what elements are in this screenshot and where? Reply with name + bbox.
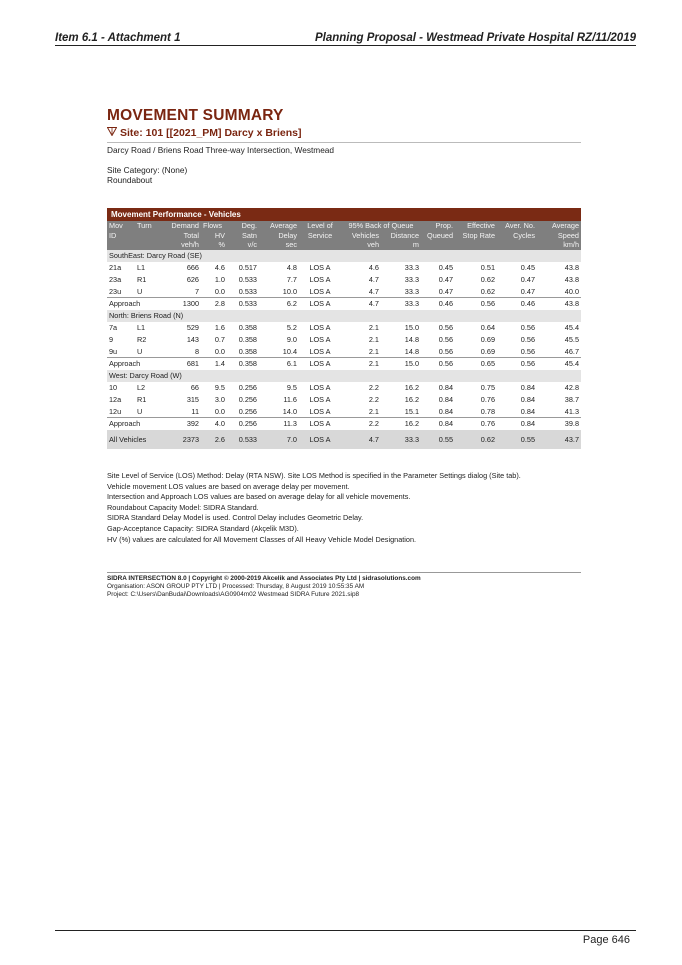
table-cell: 0.56 [438, 323, 453, 332]
header-cell [497, 240, 537, 250]
table-cell: 43.8 [564, 263, 579, 272]
table-cell: 392 [159, 418, 201, 430]
table-cell: 12a [109, 395, 122, 404]
section-header-row [107, 370, 581, 382]
header-cell: Queued [427, 230, 453, 240]
table-row [107, 334, 581, 346]
table-cell: 0.533 [238, 275, 257, 284]
note-line: SIDRA Standard Delay Model is used. Control Delay includes Geometric Delay. [107, 513, 364, 523]
table-cell: 4.7 [368, 275, 379, 284]
header-cell: Average [269, 221, 297, 230]
table-cell: LOS A [309, 335, 331, 344]
table-cell: 0.358 [238, 323, 257, 332]
section-header-row [107, 310, 581, 322]
header-cell: v/c [247, 240, 257, 249]
table-cell: 0.84 [497, 418, 537, 430]
header-cell [299, 240, 341, 250]
table-row [107, 322, 581, 334]
table-row [107, 346, 581, 358]
table-cell: 0.56 [520, 335, 535, 344]
table-cell: 16.2 [404, 395, 419, 404]
site-triangle-icon [107, 127, 120, 139]
table-cell: 0.256 [238, 406, 257, 416]
table-cell: 0.47 [520, 286, 535, 296]
table-cell: LOS A [309, 323, 331, 332]
table-cell: 7 [194, 286, 199, 296]
table-cell: 0.62 [480, 275, 495, 284]
table-cell: 41.3 [564, 406, 579, 416]
header-attachment-label: Item 6.1 - Attachment 1 [55, 32, 181, 44]
table-cell: 0.256 [238, 395, 257, 404]
header-cell: Satn [241, 230, 257, 240]
table-cell: 4.6 [214, 263, 225, 272]
table-cell: 0.256 [238, 383, 257, 392]
header-cell: Turn [137, 221, 152, 230]
table-cell: R1 [137, 275, 147, 284]
table-cell: 2.1 [368, 346, 379, 356]
table-cell: 0.56 [438, 346, 453, 356]
table-cell: 0.45 [520, 263, 535, 272]
table-cell: 0.56 [421, 358, 455, 370]
footer-organisation: Organisation: ASON GROUP PTY LTD | Processed: Thursday, 8 August 2019 10:55:35 AM [107, 583, 365, 590]
table-cell: LOS A [309, 395, 331, 404]
table-row [107, 406, 581, 418]
table-header-row [107, 240, 581, 250]
header-cell: Aver. No. [505, 221, 535, 230]
table-cell: 9.5 [286, 383, 297, 392]
header-cell: % [218, 240, 225, 249]
table-row [107, 394, 581, 406]
table-cell: LOS A [299, 358, 341, 370]
page-number: Page 646 [582, 934, 630, 946]
table-cell: 0.46 [497, 298, 537, 310]
table-cell: 0.56 [520, 323, 535, 332]
table-cell: 0.62 [480, 286, 495, 296]
table-cell: 2.1 [368, 323, 379, 332]
header-cell: Speed [557, 230, 579, 240]
site-type-line: Roundabout [107, 175, 153, 185]
table-cell: 15.0 [381, 358, 421, 370]
page-title: MOVEMENT SUMMARY [107, 107, 284, 124]
table-cell: 1.0 [214, 275, 225, 284]
header-cell: Deg. [241, 221, 257, 230]
site-category [107, 165, 187, 185]
table-cell: 2.6 [201, 430, 227, 449]
site-category-line: Site Category: (None) [107, 165, 188, 175]
note-line: Roundabout Capacity Model: SIDRA Standard. [107, 502, 259, 512]
header-cell: Effective [467, 221, 495, 230]
table-cell: 0.51 [480, 263, 495, 272]
header-cell: m [412, 240, 419, 249]
header-cell: Flows [203, 221, 223, 230]
table-cell: 1300 [159, 298, 201, 310]
table-cell: 7.7 [286, 275, 297, 284]
table-cell: 0.0 [214, 286, 225, 296]
table-cell: 0.84 [421, 418, 455, 430]
header-cell: Level of [307, 221, 333, 230]
table-cell: 0.84 [438, 406, 453, 416]
table-cell: 0.56 [438, 335, 453, 344]
table-cell: L2 [137, 383, 146, 392]
table-cell: 6.2 [259, 298, 299, 310]
table-row [107, 286, 581, 298]
table-cell: LOS A [309, 286, 331, 296]
table-cell: 10.4 [282, 346, 297, 356]
table-cell: 12u [109, 406, 122, 416]
table-cell: 2.2 [368, 395, 379, 404]
table-cell: 45.4 [564, 323, 579, 332]
table-cell: 0.62 [455, 430, 497, 449]
table-cell: 3.0 [214, 395, 225, 404]
approach-row [107, 298, 581, 310]
table-cell: 23u [109, 286, 122, 296]
header-cell: veh [367, 240, 379, 249]
table-cell: 0.84 [438, 395, 453, 404]
table-cell: 0.7 [214, 335, 225, 344]
table-cell: 0.358 [238, 346, 257, 356]
table-cell: 39.8 [537, 418, 581, 430]
table-cell: 0.78 [480, 406, 495, 416]
table-cell: 10.0 [282, 286, 297, 296]
approach-row [107, 418, 581, 430]
note-line: Intersection and Approach LOS values are based on average delay for all vehicle movements. [107, 492, 411, 502]
site-label: Site: 101 [[2021_PM] Darcy x Briens] [120, 127, 302, 139]
header-cell: Mov [109, 221, 123, 230]
table-cell: 11 [191, 406, 199, 416]
header-cell: km/h [563, 240, 579, 249]
table-cell: 0.56 [497, 358, 537, 370]
table-cell: 14.8 [404, 335, 419, 344]
table-cell: 10 [109, 383, 118, 392]
table-cell: 16.2 [381, 418, 421, 430]
movement-performance-table [107, 221, 581, 449]
table-cell: 33.3 [404, 286, 419, 296]
table-cell: 33.3 [404, 275, 419, 284]
table-cell: 66 [190, 383, 199, 392]
table-cell: 16.2 [404, 383, 419, 392]
table-cell: 4.6 [368, 263, 379, 272]
table-cell: 33.3 [381, 298, 421, 310]
table-cell: U [137, 346, 143, 356]
table-cell: SouthEast: Darcy Road (SE) [107, 250, 581, 262]
header-cell: Cycles [513, 230, 535, 240]
footer-rule [107, 572, 581, 573]
table-cell: 0.0 [214, 406, 225, 416]
table-cell: LOS A [309, 346, 331, 356]
table-cell: 315 [186, 395, 199, 404]
note-line: Vehicle movement LOS values are based on average delay per movement. [107, 481, 350, 491]
table-cell: 40.0 [564, 286, 579, 296]
total-row [107, 430, 581, 449]
table-cell: LOS A [309, 383, 331, 392]
table-cell: 2373 [159, 430, 201, 449]
note-line: Gap-Acceptance Capacity: SIDRA Standard (Akçelik M3D). [107, 523, 299, 533]
table-cell: 5.2 [286, 323, 297, 332]
table-cell: 33.3 [404, 263, 419, 272]
header-cell [135, 240, 159, 250]
table-cell: 2.1 [341, 358, 381, 370]
table-cell: 0.69 [480, 335, 495, 344]
table-cell: 529 [186, 323, 199, 332]
table-cell: 45.4 [537, 358, 581, 370]
table-cell: 11.6 [283, 395, 297, 404]
table-cell: Approach [107, 418, 159, 430]
table-cell: 9.5 [214, 383, 225, 392]
table-cell: U [137, 406, 143, 416]
table-cell: 4.7 [341, 430, 381, 449]
software-footer [107, 575, 421, 599]
table-cell: 4.8 [286, 263, 297, 272]
table-cell: 0.45 [438, 263, 453, 272]
table-cell: LOS A [309, 406, 331, 416]
section-header-row [107, 250, 581, 262]
table-cell: 14.0 [282, 406, 297, 416]
table-cell: 0.56 [520, 346, 535, 356]
table-cell: 2.1 [368, 335, 379, 344]
table-cell: 23a [109, 275, 122, 284]
table-cell: 0.84 [438, 383, 453, 392]
header-cell [455, 240, 497, 250]
table-cell: LOS A [309, 263, 331, 272]
table-cell: 0.84 [520, 383, 535, 392]
table-cell: 0.65 [455, 358, 497, 370]
header-cell [135, 231, 159, 241]
table-cell: 6.1 [259, 358, 299, 370]
site-rule [107, 142, 581, 143]
header-cell: Delay [278, 230, 297, 240]
table-cell: L1 [137, 323, 146, 332]
table-cell: 2.2 [341, 418, 381, 430]
header-cell: Total [183, 230, 199, 240]
table-cell: LOS A [299, 430, 341, 449]
table-cell: LOS A [299, 418, 341, 430]
table-cell: LOS A [309, 275, 331, 284]
header-cell: Demand [171, 221, 199, 230]
table-cell: 11.3 [259, 418, 299, 430]
table-cell: 33.3 [381, 430, 421, 449]
table-row [107, 382, 581, 394]
table-cell: 0.64 [480, 323, 495, 332]
notes-block [107, 471, 521, 545]
table-cell: 9.0 [286, 335, 297, 344]
table-cell: North: Briens Road (N) [107, 310, 581, 322]
header-cell: veh/h [181, 240, 199, 249]
approach-row [107, 358, 581, 370]
table-cell: 0.47 [438, 275, 453, 284]
table-cell: 1.6 [214, 323, 225, 332]
table-cell: 7a [109, 323, 118, 332]
table-cell: 1.4 [201, 358, 227, 370]
header-cell: Distance [390, 230, 419, 240]
table-cell: 15.0 [404, 323, 419, 332]
table-cell: 38.7 [564, 395, 579, 404]
table-cell: West: Darcy Road (W) [107, 370, 581, 382]
table-cell: 4.7 [368, 286, 379, 296]
header-document-title: Planning Proposal - Westmead Private Hospital RZ/11/2019 [314, 32, 636, 44]
table-row [107, 274, 581, 286]
table-cell: 0.69 [480, 346, 495, 356]
table-cell: 4.0 [201, 418, 227, 430]
table-cell: All Vehicles [107, 430, 159, 449]
table-cell: 45.5 [564, 335, 579, 344]
table-header-row [107, 221, 581, 231]
table-cell: Approach [107, 298, 159, 310]
table-cell: 2.8 [201, 298, 227, 310]
header-cell: HV [214, 230, 225, 240]
header-rule [55, 45, 636, 46]
table-cell: 21a [109, 263, 122, 272]
table-cell: 0.84 [520, 395, 535, 404]
table-cell: 0.46 [421, 298, 455, 310]
table-cell: Approach [107, 358, 159, 370]
footer-copyright: SIDRA INTERSECTION 8.0 | Copyright © 2000-2019 Akcelik and Associates Pty Ltd | sidrasolutions.com [107, 575, 421, 582]
table-cell: R2 [137, 335, 147, 344]
footer-project-path: Project: C:\Users\DanBudai\Downloads\AG0904m02 Westmead SIDRA Future 2021.sip8 [107, 591, 360, 598]
table-cell: 0.533 [227, 430, 259, 449]
table-cell: 15.1 [404, 406, 419, 416]
table-cell: LOS A [299, 298, 341, 310]
table-cell: 14.8 [404, 346, 419, 356]
note-line: Site Level of Service (LOS) Method: Delay (RTA NSW). Site LOS Method is specified in the Parameter Settings dialog (Site tab). [107, 471, 521, 480]
table-cell: 0.47 [520, 275, 535, 284]
header-cell: Prop. [435, 221, 453, 230]
note-line: HV (%) values are calculated for All Movement Classes of All Heavy Vehicle Model Designation. [107, 534, 417, 544]
page-bottom-rule [55, 930, 636, 931]
table-cell: 43.7 [537, 430, 581, 449]
table-cell: 0.0 [214, 346, 225, 356]
table-cell: 4.7 [341, 298, 381, 310]
table-cell: 43.8 [564, 275, 579, 284]
table-cell: 0.75 [480, 383, 495, 392]
table-cell: 0.56 [455, 298, 497, 310]
table-cell: 42.8 [564, 383, 579, 392]
table-cell: 0.358 [238, 335, 257, 344]
header-cell: sec [285, 240, 297, 249]
header-cell [421, 240, 455, 250]
table-cell: L1 [137, 263, 146, 272]
header-cell: Vehicles [351, 230, 379, 240]
table-cell: 0.533 [238, 286, 257, 296]
table-cell: 0.256 [227, 418, 259, 430]
table-row [107, 262, 581, 274]
header-cell: Average [551, 221, 579, 230]
table-cell: 681 [159, 358, 201, 370]
table-cell: 0.47 [438, 286, 453, 296]
site-heading [107, 127, 302, 139]
table-cell: 0.533 [227, 298, 259, 310]
table-cell: 46.7 [564, 346, 579, 356]
table-cell: 2.2 [368, 383, 379, 392]
table-cell: 0.55 [497, 430, 537, 449]
table-cell: 0.517 [238, 263, 257, 272]
header-cell: ID [109, 230, 117, 240]
table-cell: 43.8 [537, 298, 581, 310]
table-cell: 626 [186, 275, 199, 284]
table-cell: 9u [109, 346, 118, 356]
header-cell: 95% Back of Queue [348, 221, 414, 230]
header-cell: Service [307, 230, 333, 240]
table-cell: 0.55 [421, 430, 455, 449]
table-title: Movement Performance - Vehicles [107, 208, 581, 221]
table-cell: 666 [186, 263, 199, 272]
table-cell: R1 [137, 395, 147, 404]
header-cell: Stop Rate [462, 230, 495, 240]
table-cell: 0.76 [455, 418, 497, 430]
table-cell: 7.0 [259, 430, 299, 449]
table-cell: U [137, 286, 143, 296]
table-cell: 8 [194, 346, 199, 356]
table-cell: 0.358 [227, 358, 259, 370]
table-header-row [107, 231, 581, 241]
table-cell: 9 [109, 335, 114, 344]
header-cell [107, 240, 135, 250]
road-description: Darcy Road / Briens Road Three-way Intersection, Westmead [107, 145, 335, 155]
table-cell: 0.76 [480, 395, 495, 404]
table-cell: 0.84 [520, 406, 535, 416]
table-cell: 2.1 [368, 406, 379, 416]
table-cell: 143 [186, 335, 199, 344]
